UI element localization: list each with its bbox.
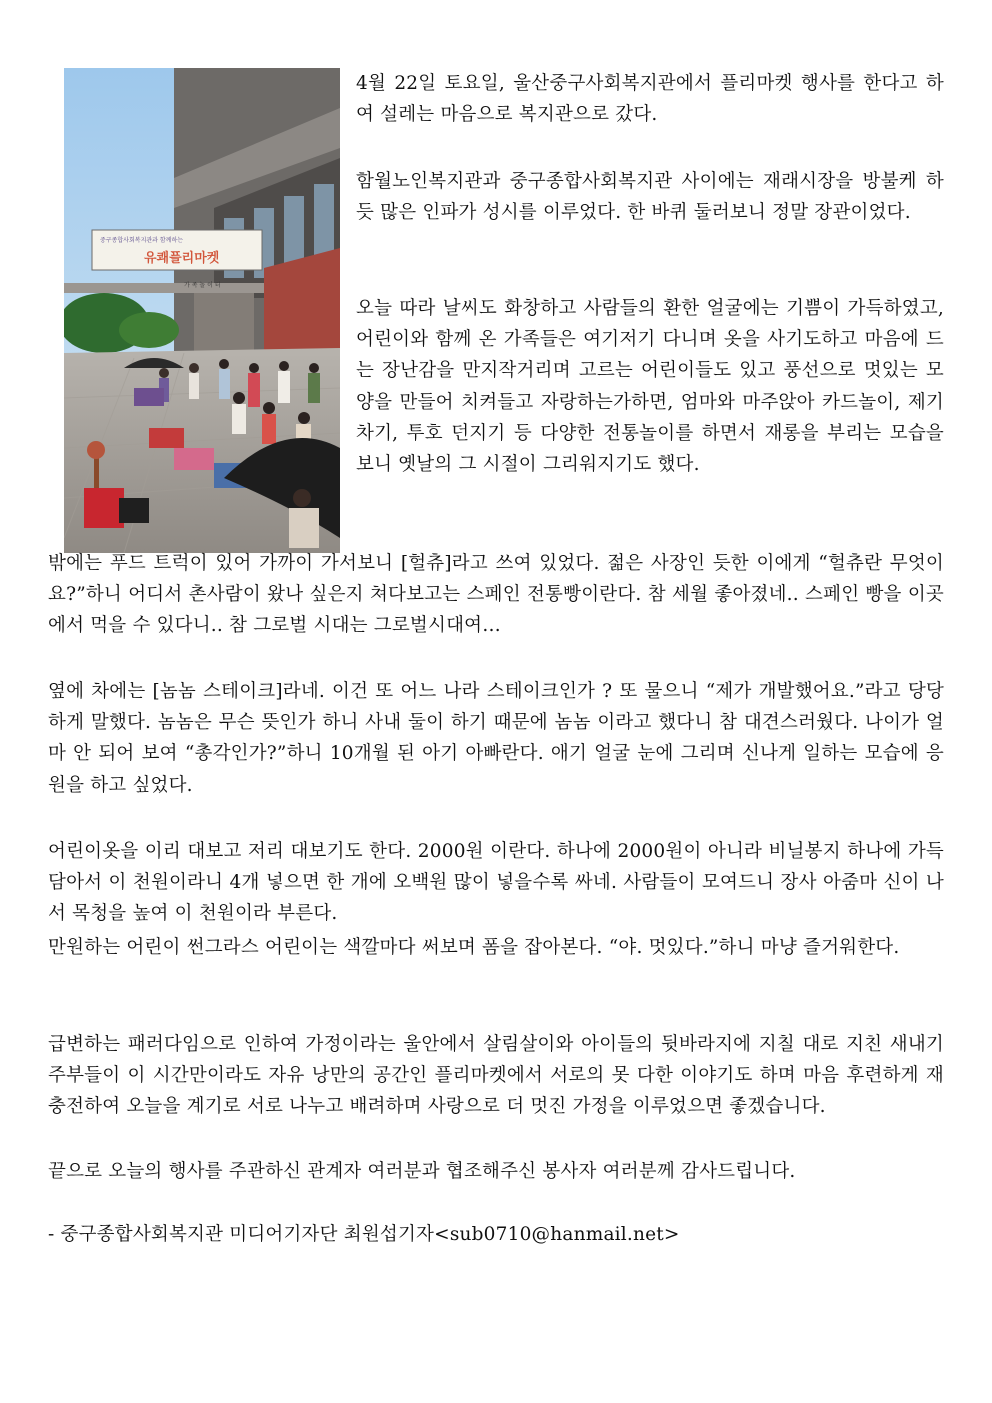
banner-subtitle: 중구종합사회복지관과 함께하는 (100, 237, 184, 244)
paragraph-food-truck: 밖에는 푸드 트럭이 있어 가까이 가서보니 [헐츄]라고 쓰여 있었다. 젊은 사장인 듯한 이에게 “헐츄란 무엇이요?”하니 어디서 촌사람이 왔나 싶은지 쳐다보고는 스페인 전통빵이란다. 참 세월 좋아졌네.. 스페인 빵을 이곳에서 먹을 수 있다니.. 참 그로벌 시대는 그로벌시대여… (48, 553, 944, 637)
byline: - 중구종합사회복지관 미디어기자단 최원섭기자<sub0710@hanmail.net> (48, 1224, 680, 1245)
banner-title: 유쾌플리마켓 (144, 251, 220, 266)
gate-label: 가 족 놀 이 터 (184, 282, 221, 289)
paragraph-clothes: 어린이옷을 이리 대보고 저리 대보기도 한다. 2000원 이란다. 하나에 2000원이 아니라 비닐봉지 하나에 가득 담아서 이 천원이라니 4개 넣으면 한 개에 오백원 많이 넣을수록 싸네. 사람들이 모여드니 장사 아줌마 신이 나서 목청을 높여 이 천원이라 부른다. (48, 841, 944, 925)
flea-market-photo (64, 68, 340, 553)
paragraph-crowd: 함월노인복지관과 중구종합사회복지관 사이에는 재래시장을 방불케 하듯 많은 인파가 성시를 이루었다. 한 바퀴 둘러보니 정말 장관이었다. (356, 171, 944, 224)
paragraph-weather: 오늘 따라 날씨도 화창하고 사람들의 환한 얼굴에는 기쁨이 가득하였고, 어린이와 함께 온 가족들은 여기저기 다니며 옷을 사기도하고 마음에 드는 장난감을 만지작거리며 고르는 어린이들도 있고 풍선으로 멋있는 모양을 만들어 치켜들고 자랑하는가하면, 엄마와 마주앉아 카드놀이, 제기차기, 투호 던지기 등 다양한 전통놀이를 하면서 재롱을 부리는 모습을 보니 옛날의 그 시절이 그리워지기도 했다. (356, 298, 944, 476)
paragraph-intro: 4월 22일 토요일, 울산중구사회복지관에서 플리마켓 행사를 한다고 하여 설레는 마음으로 복지관으로 갔다. (356, 73, 944, 126)
paragraph-steak: 옆에 차에는 [놈놈 스테이크]라네. 이건 또 어느 나라 스테이크인가 ? 또 물으니 “제가 개발했어요.”라고 당당하게 말했다. 놈놈은 무슨 뜻인가 하니 사내 둘이 하기 때문에 놈놈 이라고 했다니 참 대견스러웠다. 나이가 얼마 안 되어 보여 “총각인가?”하니 10개월 된 아기 아빠란다. 애기 얼굴 눈에 그리며 신나게 일하는 모습에 응원을 하고 싶었다. (48, 681, 944, 796)
paragraph-sunglasses: 만원하는 어린이 썬그라스 어린이는 색깔마다 써보며 폼을 잡아본다. “야. 멋있다.”하니 마냥 즐거워한다. (48, 937, 900, 958)
paragraph-paradigm: 급변하는 패러다임으로 인하여 가정이라는 울안에서 살림살이와 아이들의 뒷바라지에 지칠 대로 지친 새내기 주부들이 이 시간만이라도 자유 낭만의 공간인 플리마켓에서 서로의 못 다한 이야기도 하며 마음 후련하게 재충전하여 오늘을 계기로 서로 나누고 배려하며 사랑으로 더 멋진 가정을 이루었으면 좋겠습니다. (48, 1034, 944, 1118)
paragraph-thanks: 끝으로 오늘의 행사를 주관하신 관계자 여러분과 협조해주신 봉사자 여러분께 감사드립니다. (48, 1161, 796, 1182)
